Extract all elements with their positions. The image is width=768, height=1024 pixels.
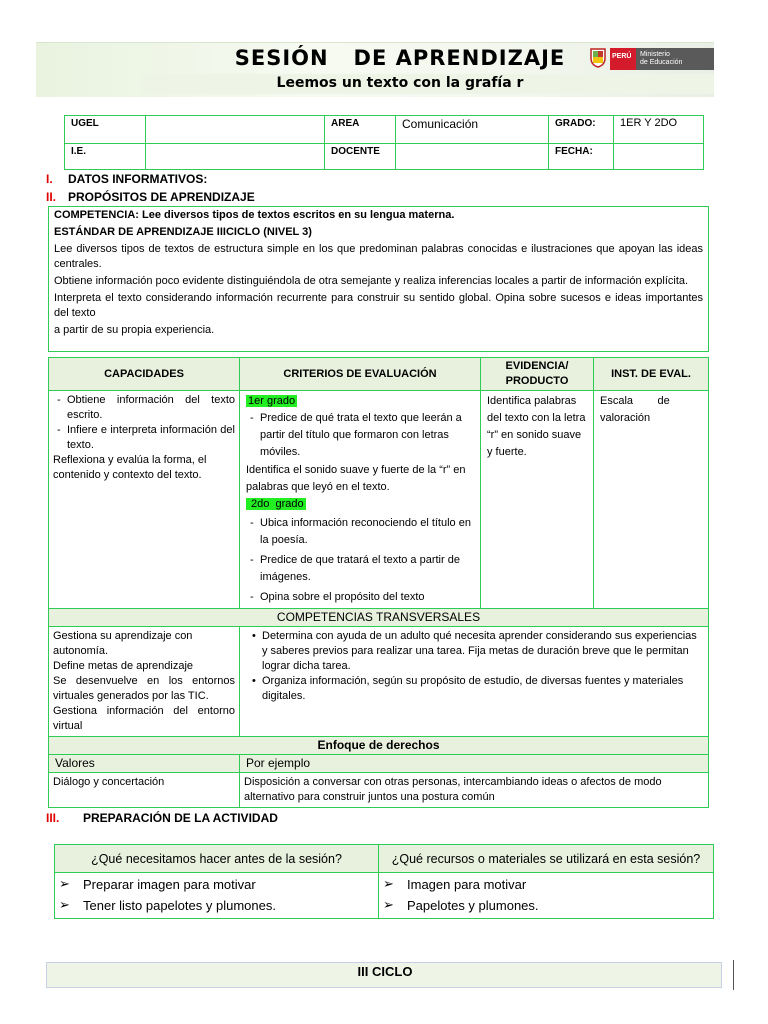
competencia-box (48, 206, 709, 352)
coat-of-arms-icon (588, 46, 608, 68)
logo-text-peru: PERÚ (612, 53, 632, 60)
grado-label: GRADO: (549, 116, 614, 144)
fecha-value[interactable] (614, 144, 704, 170)
section-3-title: PREPARACIÓN DE LA ACTIVIDAD (83, 811, 278, 825)
grado-2-list (246, 515, 474, 606)
ministry-logo (586, 44, 714, 72)
competencia-p4: a partir de su propia experiencia. (54, 324, 215, 336)
enfoque-valor: Diálogo y concertación (49, 773, 240, 808)
transversal-left-3: Se desenvuelve en los entornos virtuales generados por las TIC. (53, 675, 235, 702)
header-instrumento: INST. DE EVAL. (594, 358, 709, 391)
enfoque-header-valores: Valores (49, 755, 240, 773)
recurso-item: ➢ Papelotes y plumones. (407, 895, 713, 916)
footer-right-rule (733, 960, 734, 990)
capacidades-cell (49, 391, 240, 609)
criterio-item: - Predice de que tratará el texto a partir de imágenes. (260, 552, 474, 586)
section-3-number: III. (46, 811, 60, 825)
criterio-item: - Opina sobre el propósito del texto (260, 589, 474, 606)
criterio-item: - Ubica información reconociendo el título en la poesía. (260, 515, 474, 549)
evaluation-table (48, 357, 709, 808)
logo-text-educacion: de Educación (640, 59, 683, 66)
recurso-item: ➢ Imagen para motivar (407, 874, 713, 895)
ugel-value[interactable] (146, 116, 325, 144)
preparacion-antes-cell (55, 873, 379, 919)
page-title: SESIÓN DE APRENDIZAJE (234, 46, 566, 70)
transversal-item: • Organiza información, según su propósito de estudio, de diversas fuentes y materiales digitales. (262, 674, 704, 704)
ie-value[interactable] (146, 144, 325, 170)
enfoque-ejemplo: Disposición a conversar con otras personas, intercambiando ideas o afectos de modo alternativo para construir juntos una postura común (240, 773, 709, 808)
area-value[interactable]: Comunicación (396, 116, 549, 144)
transversal-left-4: Gestiona información del entorno virtual (53, 705, 235, 732)
transversal-left-1: Gestiona su aprendizaje con autonomía. (53, 630, 193, 657)
docente-label: DOCENTE (325, 144, 396, 170)
preparacion-recursos-cell (379, 873, 714, 919)
section-2-heading (46, 190, 255, 204)
ugel-label: UGEL (65, 116, 146, 144)
evidencia-text: Identifica palabras del texto con la letra “r” en sonido suave y fuerte. (487, 395, 586, 458)
competencia-p2: Obtiene información poco evidente distinguiéndola de otra semejante y realiza inferencias locales a partir de información explícita. (54, 275, 689, 287)
instrumento-cell (594, 391, 709, 609)
transversales-right-cell (240, 627, 709, 737)
docente-value[interactable] (396, 144, 549, 170)
competencia-p3: Interpreta el texto considerando información recurrente para construir su sentido global. Opina sobre sucesos e ideas importantes del texto (54, 292, 703, 319)
criterio-item: - Predice de qué trata el texto que leerán a partir del título que formaron con letras móviles. (260, 410, 474, 461)
section-2-title: PROPÓSITOS DE APRENDIZAJE (68, 190, 255, 204)
grado-1-extra: Identifica el sonido suave y fuerte de la “r” en palabras que leyó en el texto. (246, 464, 466, 493)
section-3-heading (46, 811, 278, 825)
section-2-number: II. (46, 190, 57, 204)
grado-2-label: 2do grado (248, 498, 304, 510)
capacidad-3: Reflexiona y evalúa la forma, el contenido y contexto del texto. (53, 454, 207, 481)
antes-item: ➢ Tener listo papelotes y plumones. (83, 895, 378, 916)
grado-1-list (246, 410, 474, 461)
page-subtitle: Leemos un texto con la grafía r (276, 75, 524, 91)
section-1-number: I. (46, 172, 53, 186)
preparacion-header-recursos: ¿Qué recursos o materiales se utilizará en esta sesión? (379, 845, 714, 873)
capacidad-item: - Infiere e interpreta información del texto. (67, 423, 235, 453)
header-evidencia: EVIDENCIA/ PRODUCTO (481, 358, 594, 391)
header-capacidades: CAPACIDADES (49, 358, 240, 391)
transversales-left-cell (49, 627, 240, 737)
grado-1-label: 1er grado (248, 395, 296, 407)
estandar-title: ESTÁNDAR DE APRENDIZAJE IIICICLO (NIVEL 3) (54, 226, 312, 238)
antes-list (55, 874, 378, 916)
grado-value[interactable]: 1ER Y 2DO (614, 116, 704, 144)
logo-text-ministerio: Ministerio (640, 51, 670, 58)
info-table (64, 115, 704, 170)
capacidad-item: - Obtiene información del texto escrito. (67, 393, 235, 423)
instrumento-text: Escala de valoración (600, 395, 673, 424)
transversal-left-2: Define metas de aprendizaje (53, 660, 194, 672)
area-label: AREA (325, 116, 396, 144)
preparacion-header-antes: ¿Qué necesitamos hacer antes de la sesión? (55, 845, 379, 873)
section-1-title: DATOS INFORMATIVOS: (68, 172, 208, 186)
competencia-p1: Lee diversos tipos de textos de estructura simple en los que predominan palabras conocidas e ilustraciones que apoyan las ideas centrales. (54, 243, 703, 270)
recursos-list (379, 874, 713, 916)
footer-ciclo: III CICLO (357, 964, 413, 979)
transversales-title: COMPETENCIAS TRANSVERSALES (49, 609, 709, 627)
preparacion-table (54, 844, 714, 919)
transversales-list (244, 629, 704, 704)
fecha-label: FECHA: (549, 144, 614, 170)
capacidades-list (53, 393, 235, 453)
enfoque-title: Enfoque de derechos (49, 737, 709, 755)
enfoque-header-ejemplo: Por ejemplo (240, 755, 709, 773)
competencia-title: COMPETENCIA: Lee diversos tipos de textos escritos en su lengua materna. (54, 209, 455, 221)
antes-item: ➢ Preparar imagen para motivar (83, 874, 378, 895)
section-1-heading (46, 172, 207, 186)
header-criterios: CRITERIOS DE EVALUACIÓN (240, 358, 481, 391)
transversal-item: • Determina con ayuda de un adulto qué necesita aprender considerando sus experiencias y saberes previos para realizar una tarea. Fija metas de duración breve que le permitan lograr dicha tarea. (262, 629, 704, 674)
ie-label: I.E. (65, 144, 146, 170)
evidencia-cell (481, 391, 594, 609)
criterios-cell (240, 391, 481, 609)
